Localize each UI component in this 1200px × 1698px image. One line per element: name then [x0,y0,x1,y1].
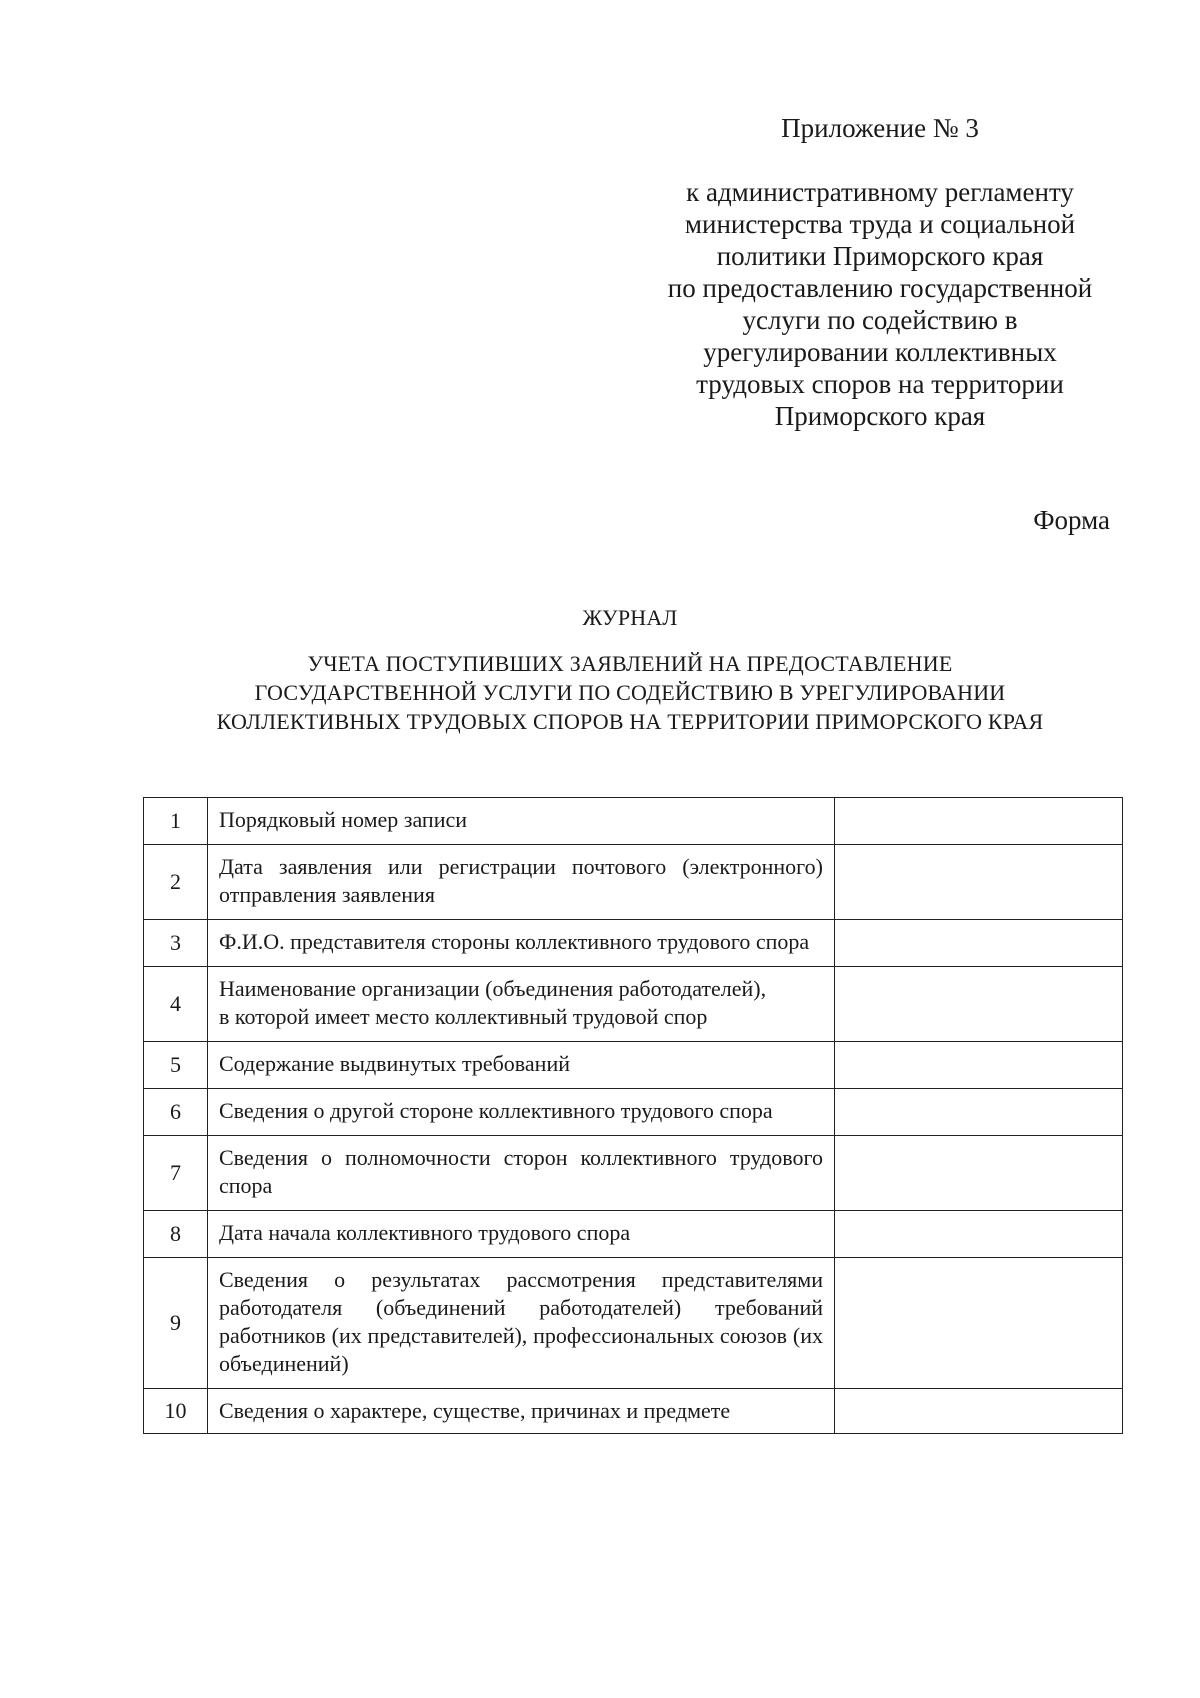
row-number: 1 [144,798,208,845]
appendix-line: по предоставлению государственной [667,273,1093,303]
row-value-cell [835,967,1123,1042]
appendix-line: трудовых споров на территории [696,369,1064,399]
appendix-line: политики Приморского края [716,241,1044,271]
row-value-cell [835,1389,1123,1434]
row-value-cell [835,845,1123,920]
appendix-line: министерства труда и социальной [684,209,1076,239]
row-number: 10 [144,1389,208,1434]
row-value-cell [835,1089,1123,1136]
row-number: 2 [144,845,208,920]
table-row [144,1136,1123,1211]
journal-subtitle-line: УЧЕТА ПОСТУПИВШИХ ЗАЯВЛЕНИЙ НА ПРЕДОСТАВЛЕНИЕ [307,651,953,676]
row-value-cell [835,1258,1123,1389]
appendix-block [640,112,1120,432]
appendix-title: Приложение № 3 [781,113,979,143]
row-description: Дата начала коллективного трудового спора [208,1211,835,1258]
row-number: 9 [144,1258,208,1389]
row-description-part: Наименование организации (объединения работодателей), [219,976,767,1001]
row-number: 3 [144,920,208,967]
row-number: 8 [144,1211,208,1258]
row-description: Ф.И.О. представителя стороны коллективного трудового спора [208,920,835,967]
form-label: Форма [1033,505,1110,535]
row-description: Сведения о полномочности сторон коллективного трудового спора [208,1136,835,1211]
row-value-cell [835,1136,1123,1211]
table-row [144,1389,1123,1434]
table-row [144,1042,1123,1089]
table-row [144,845,1123,920]
journal-title-block [140,603,1120,736]
journal-subtitle-line: КОЛЛЕКТИВНЫХ ТРУДОВЫХ СПОРОВ НА ТЕРРИТОРИИ ПРИМОРСКОГО КРАЯ [216,709,1044,734]
table-row [144,1258,1123,1389]
row-description: Сведения о результатах рассмотрения представителями работодателя (объединений работодателей) требований работников (их представителей), профессиональных союзов (их объединений) [208,1258,835,1389]
row-number: 6 [144,1089,208,1136]
appendix-line: Приморского края [774,401,986,431]
row-description: Сведения о другой стороне коллективного трудового спора [208,1089,835,1136]
journal-subtitle-line: ГОСУДАРСТВЕННОЙ УСЛУГИ ПО СОДЕЙСТВИЮ В УРЕГУЛИРОВАНИИ [254,680,1006,705]
row-number: 7 [144,1136,208,1211]
row-value-cell [835,798,1123,845]
journal-heading: ЖУРНАЛ [582,605,678,630]
table-row [144,798,1123,845]
row-value-cell [835,1042,1123,1089]
row-description: Дата заявления или регистрации почтового (электронного) отправления заявления [208,845,835,920]
row-value-cell [835,1211,1123,1258]
journal-table [143,797,1123,1434]
appendix-line: урегулировании коллективных [703,337,1057,367]
table-row [144,967,1123,1042]
row-description: Содержание выдвинутых требований [208,1042,835,1089]
row-number: 5 [144,1042,208,1089]
table-row [144,1089,1123,1136]
row-number: 4 [144,967,208,1042]
row-description [208,967,835,1042]
table-row [144,920,1123,967]
row-description-part: в которой имеет место коллективный трудовой спор [219,1004,708,1029]
row-description: Сведения о характере, существе, причинах и предмете [208,1389,835,1434]
appendix-line: услуги по содействию в [742,305,1018,335]
appendix-line: к административному регламенту [686,177,1074,207]
row-value-cell [835,920,1123,967]
table-row [144,1211,1123,1258]
row-description: Порядковый номер записи [208,798,835,845]
